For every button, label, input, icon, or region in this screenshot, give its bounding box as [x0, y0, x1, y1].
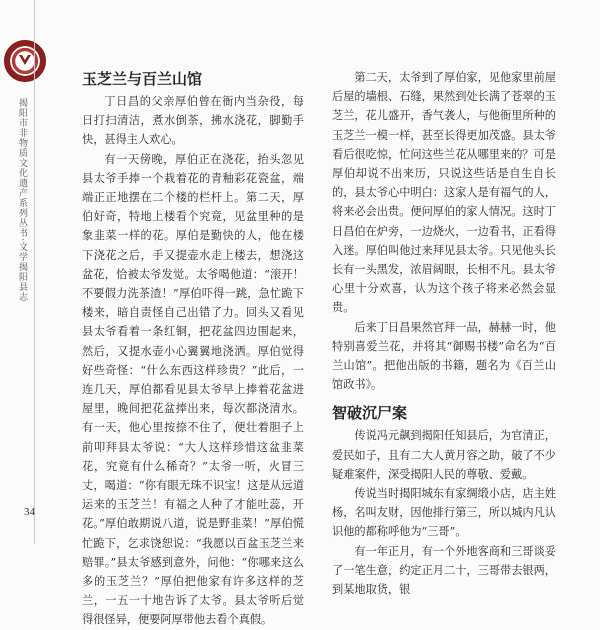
emblem-mark-icon	[18, 53, 32, 67]
paragraph: 传说当时揭阳城东有家绸缎小店，店主姓杨，名叫友财，因他排行第三，所以城内凡认识他的都称呼他为“三哥”。	[332, 487, 556, 539]
emblem-logo-icon	[4, 40, 46, 82]
right-column	[332, 68, 556, 599]
page-number: 34	[24, 506, 35, 518]
paragraph: 有一年正月，有一个外地客商和三哥谈妥了一笔生意，约定正月二十，三哥带去银两，到某地取货，银	[332, 544, 556, 597]
article-title-2: 智破沉尸案	[332, 404, 408, 423]
series-title: 揭阳市非物质文化遗产系列丛书·文学揭阳县志	[17, 98, 27, 302]
paragraph: 有一天傍晚，厚伯正在浇花，抬头忽见县太爷手捧一个栽着花的青釉彩花瓷盆，端端正正地摆在二个楼的栏杆上。第二天，厚伯好奇，特地上楼看个究竟，见盆里种的是象韭菜一样的花。厚伯是勤快的人，他在楼下浇花之后，手又提壶水走上楼去，想浇这盆花，恰被太爷发觉。太爷喝他道：“滚开！不要假力洗茶渣！”厚伯吓得一跳，急忙跪下楼来，暗自责怪自己出错了力。回头又看见县太爷看着一条红铜，把花盆四边围起来，然后，又提水壶小心翼翼地浇洒。厚伯觉得好些奇怪：“什么东西这样珍贵？”此后，一连几天，厚伯都看见县太爷早上捧着花盆进屋里，晚间把花盆捧出来，每次都浇清水。有一天，他心里按捺不住了，便壮着胆子上前叩拜县太爷说：“大人这样珍惜这盆韭菜花，究竟有什么稀奇？”太爷一听，火冒三丈，喝道：“你有眼无珠不识宝！这是从远道运来的玉芝兰！有福之人种了才能吐蕊，开花。”厚伯敢期说八道，说是野韭菜！”厚伯慌忙跪下，乞求饶恕说：“我愿以百盆玉芝兰来赔罪。”县太爷感到意外，问他：“你哪来这么多的玉芝兰？”厚伯把他家有许多这样的芝兰，一五一十地告诉了太爷。县太爷听后觉得很怪异，便要阿厚带他去看个真假。	[82, 152, 304, 627]
article-title: 玉芝兰与百兰山馆	[82, 70, 203, 88]
sidebar-divider	[34, 0, 35, 544]
left-column	[82, 68, 304, 630]
paragraph: 丁日昌的父亲厚伯曾在衙内当杂役，每日打扫清洁，煮水倒茶，拂水浇花，脚勤手快，甚得主人欢心。	[82, 95, 304, 147]
sidebar	[0, 0, 48, 544]
paragraph: 第二天，太爷到了厚伯家，见他家里前屋后屋的墙根、石缝，果然到处长满了苍翠的玉芝兰，花儿盛开，香气袭人，与他衙里所种的玉芝兰一模一样，甚至长得更加茂盛。县太爷看后很吃惊，忙问这些兰花从哪里来的？可是厚伯却说不出来历，只说这些话是自生自长的，县太爷心中明白：这家人是有福气的人，将来必会出贵。便问厚伯的家人情况。这时丁日昌伯在炉旁，一边烧火，一边看书，正看得入迷。厚伯叫他过来拜见县太爷。只见他头长长有一头黑发，浓眉阔眼，长相不凡。县太爷心里十分欢喜，认为这个孩子将来必然会显贵。	[332, 71, 556, 315]
paragraph: 传说冯元飙到揭阳任知县后，为官清正，爱民如子，且有二大人黄月容之助，破了不少疑难案件，深受揭阳人民的尊敬、爱戴。	[332, 429, 556, 481]
paragraph: 后来丁日昌果然官拜一品，赫赫一时，他特别喜爱兰花，并将其“御赐书楼”命名为“百兰山馆”。把他出版的书籍，题名为《百兰山馆政书》。	[332, 320, 556, 392]
